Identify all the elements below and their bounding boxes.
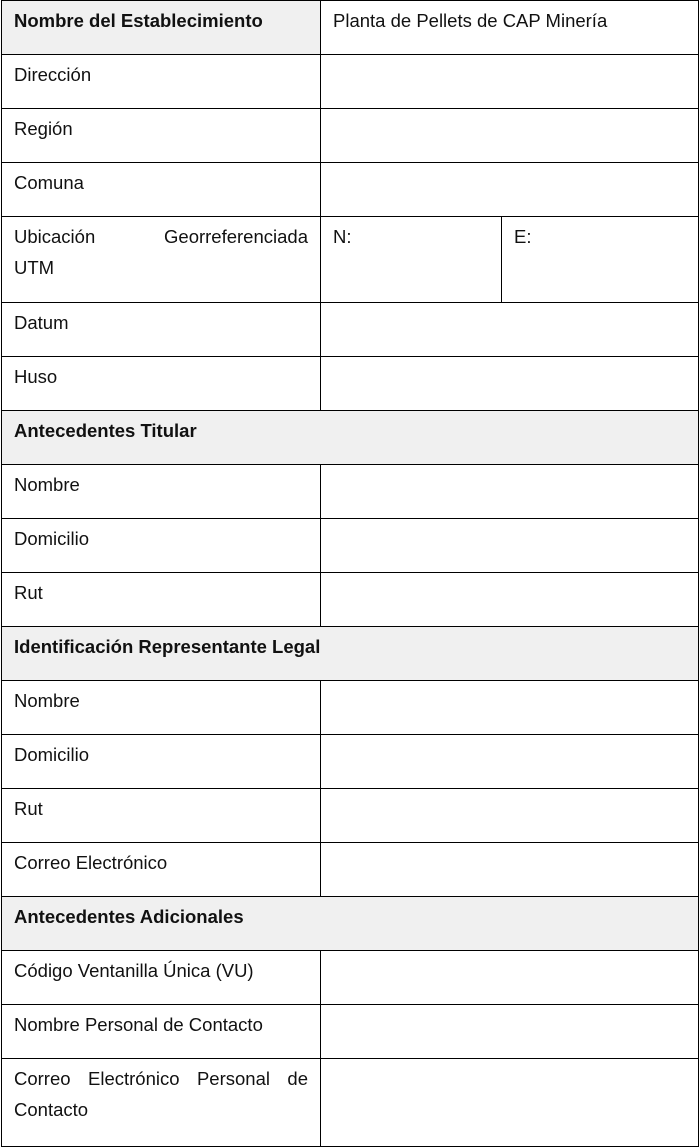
field-titular-nombre[interactable] — [321, 465, 699, 519]
label-utm-este: E: — [514, 226, 532, 247]
section-header-titular — [2, 411, 699, 465]
label-titular-nombre: Nombre — [2, 465, 321, 519]
row-contacto-correo — [2, 1059, 699, 1147]
label-representante-correo: Correo Electrónico — [2, 843, 321, 897]
field-region[interactable] — [321, 109, 699, 163]
row-huso — [2, 357, 699, 411]
field-utm-norte[interactable] — [321, 217, 502, 303]
label-datum: Datum — [2, 303, 321, 357]
row-representante-correo — [2, 843, 699, 897]
label-representante-nombre: Nombre — [2, 681, 321, 735]
row-datum — [2, 303, 699, 357]
label-titular-rut: Rut — [2, 573, 321, 627]
field-representante-domicilio[interactable] — [321, 735, 699, 789]
field-comuna[interactable] — [321, 163, 699, 217]
label-ubicacion-line2: UTM — [14, 257, 55, 278]
row-representante-nombre — [2, 681, 699, 735]
field-contacto-correo[interactable] — [321, 1059, 699, 1147]
header-antecedentes-titular: Antecedentes Titular — [2, 411, 699, 465]
section-header-adicionales — [2, 897, 699, 951]
label-nombre-establecimiento: Nombre del Establecimiento — [2, 1, 321, 55]
row-titular-rut — [2, 573, 699, 627]
field-representante-correo[interactable] — [321, 843, 699, 897]
row-representante-domicilio — [2, 735, 699, 789]
field-titular-domicilio[interactable] — [321, 519, 699, 573]
label-huso: Huso — [2, 357, 321, 411]
label-direccion: Dirección — [2, 55, 321, 109]
label-utm-norte: N: — [333, 226, 352, 247]
establishment-form-table — [1, 0, 699, 1147]
row-titular-nombre — [2, 465, 699, 519]
label-representante-rut: Rut — [2, 789, 321, 843]
label-ubicacion-word2: Georreferenciada — [164, 226, 308, 247]
label-contacto-nombre: Nombre Personal de Contacto — [2, 1005, 321, 1059]
field-codigo-vu[interactable] — [321, 951, 699, 1005]
label-representante-domicilio: Domicilio — [2, 735, 321, 789]
label-ubicacion-utm — [2, 217, 321, 303]
field-huso[interactable] — [321, 357, 699, 411]
value-nombre-establecimiento[interactable]: Planta de Pellets de CAP Minería — [321, 1, 699, 55]
field-direccion[interactable] — [321, 55, 699, 109]
field-titular-rut[interactable] — [321, 573, 699, 627]
row-comuna — [2, 163, 699, 217]
label-contacto-correo: Correo Electrónico Personal de Contacto — [2, 1059, 321, 1147]
field-representante-rut[interactable] — [321, 789, 699, 843]
row-representante-rut — [2, 789, 699, 843]
row-codigo-vu — [2, 951, 699, 1005]
row-nombre-establecimiento — [2, 1, 699, 55]
row-region — [2, 109, 699, 163]
row-contacto-nombre — [2, 1005, 699, 1059]
label-titular-domicilio: Domicilio — [2, 519, 321, 573]
field-utm-este[interactable] — [502, 217, 699, 303]
field-datum[interactable] — [321, 303, 699, 357]
label-codigo-vu: Código Ventanilla Única (VU) — [2, 951, 321, 1005]
header-antecedentes-adicionales: Antecedentes Adicionales — [2, 897, 699, 951]
label-region: Región — [2, 109, 321, 163]
row-ubicacion-utm — [2, 217, 699, 303]
row-direccion — [2, 55, 699, 109]
section-header-representante — [2, 627, 699, 681]
label-comuna: Comuna — [2, 163, 321, 217]
field-contacto-nombre[interactable] — [321, 1005, 699, 1059]
header-representante-legal: Identificación Representante Legal — [2, 627, 699, 681]
field-representante-nombre[interactable] — [321, 681, 699, 735]
label-ubicacion-word1: Ubicación — [14, 226, 96, 247]
row-titular-domicilio — [2, 519, 699, 573]
